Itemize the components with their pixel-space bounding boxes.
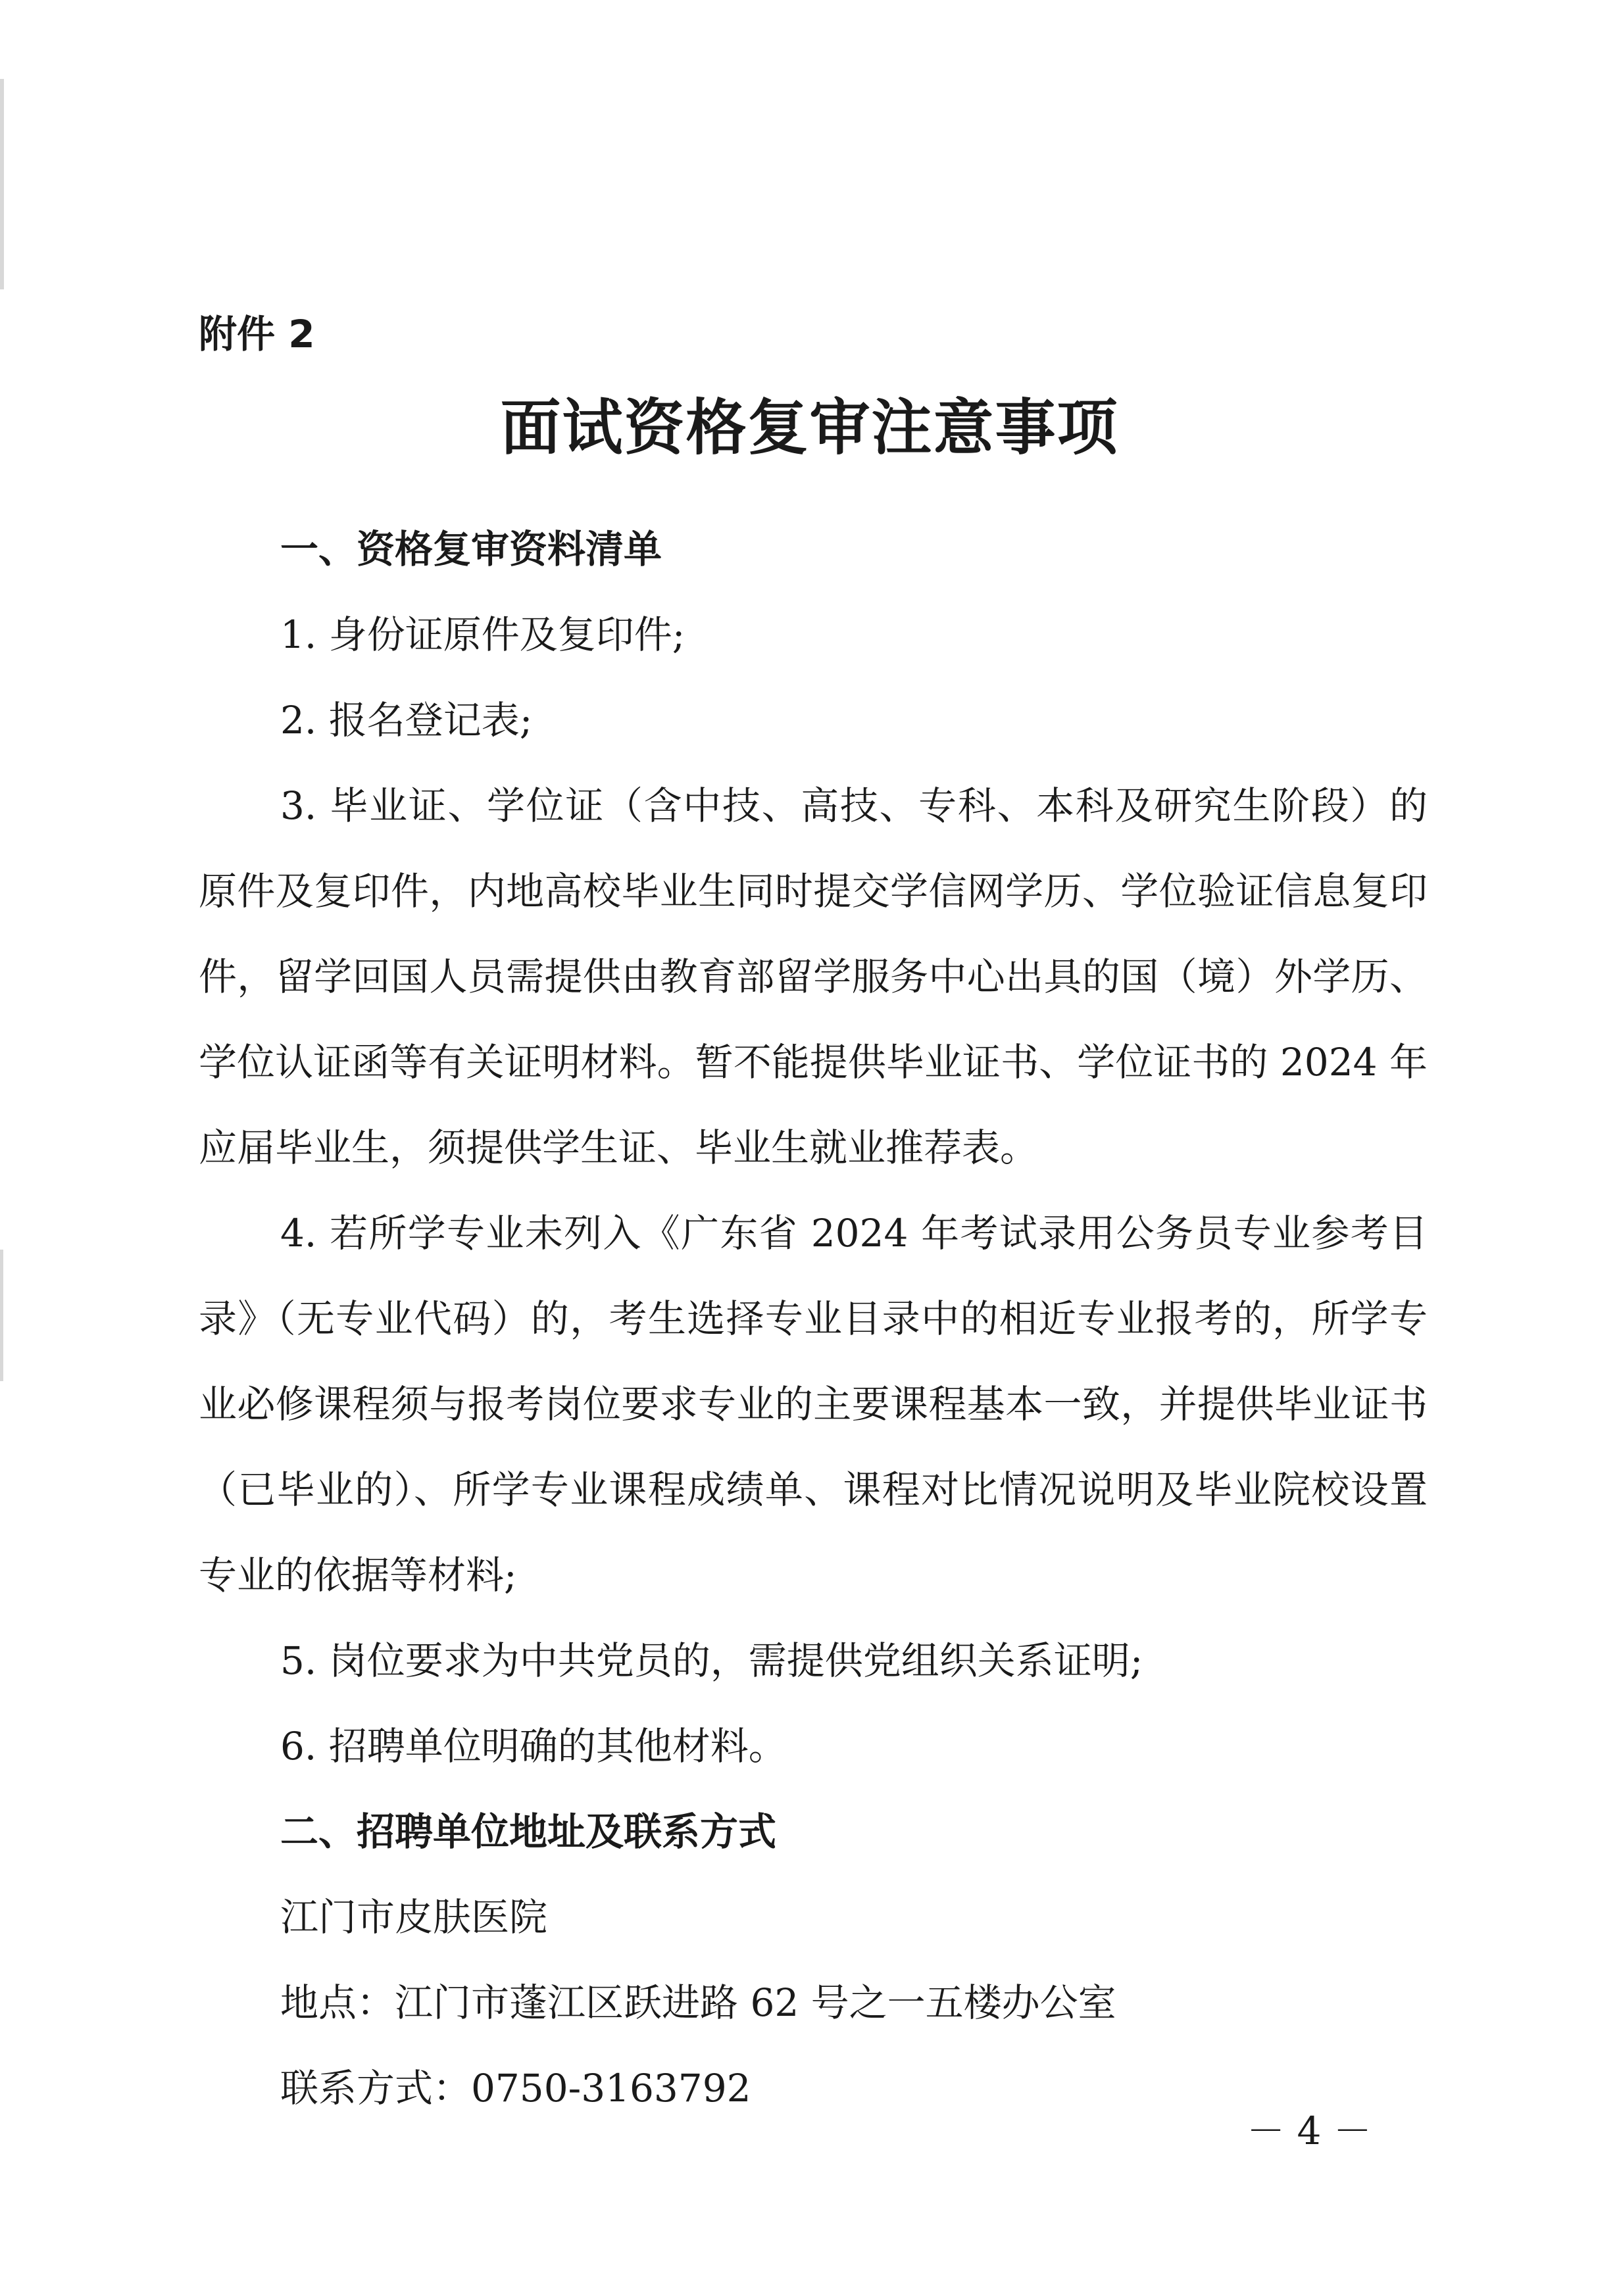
scan-edge-mark bbox=[0, 79, 4, 289]
document-title: 面试资格复审注意事项 bbox=[500, 392, 1119, 463]
section-heading: 一、资格复审资料清单 bbox=[280, 527, 662, 572]
list-item: 6. 招聘单位明确的其他材料。 bbox=[280, 1724, 787, 1769]
address-line: 地点：江门市蓬江区跃进路 62 号之一五楼办公室 bbox=[280, 1980, 1116, 2025]
list-item: 1. 身份证原件及复印件; bbox=[280, 612, 685, 657]
attachment-label: 附件 2 bbox=[199, 312, 315, 356]
list-item: 5. 岗位要求为中共党员的，需提供党组织关系证明; bbox=[280, 1638, 1143, 1683]
list-item: 3. 毕业证、学位证（含中技、高技、专科、本科及研究生阶段）的原件及复印件，内地高校毕业生同时提交学信网学历、学位验证信息复印件，留学回国人员需提供由教育部留学服务中心出具的国（境）外学历、学位认证函等有关证明材料。暂不能提供毕业证书、学位证书的 2024 年应届毕业生，须提供学生证、毕业生就业推荐表。 bbox=[199, 783, 1428, 1170]
section-heading: 二、招聘单位地址及联系方式 bbox=[280, 1809, 777, 1854]
list-item: 2. 报名登记表; bbox=[280, 698, 533, 743]
document-body bbox=[199, 506, 1428, 2131]
list-item: 4. 若所学专业未列入《广东省 2024 年考试录用公务员专业参考目录》（无专业代码）的，考生选择专业目录中的相近专业报考的，所学专业必修课程须与报考岗位要求专业的主要课程基本一致，并提供毕业证书（已毕业的）、所学专业课程成绩单、课程对比情况说明及毕业院校设置专业的依据等材料; bbox=[199, 1211, 1428, 1598]
scan-edge-mark bbox=[0, 1250, 3, 1381]
page-number: － 4 － bbox=[1247, 2109, 1372, 2153]
contact-line: 联系方式：0750-3163792 bbox=[280, 2066, 751, 2111]
organization-name: 江门市皮肤医院 bbox=[280, 1895, 548, 1940]
